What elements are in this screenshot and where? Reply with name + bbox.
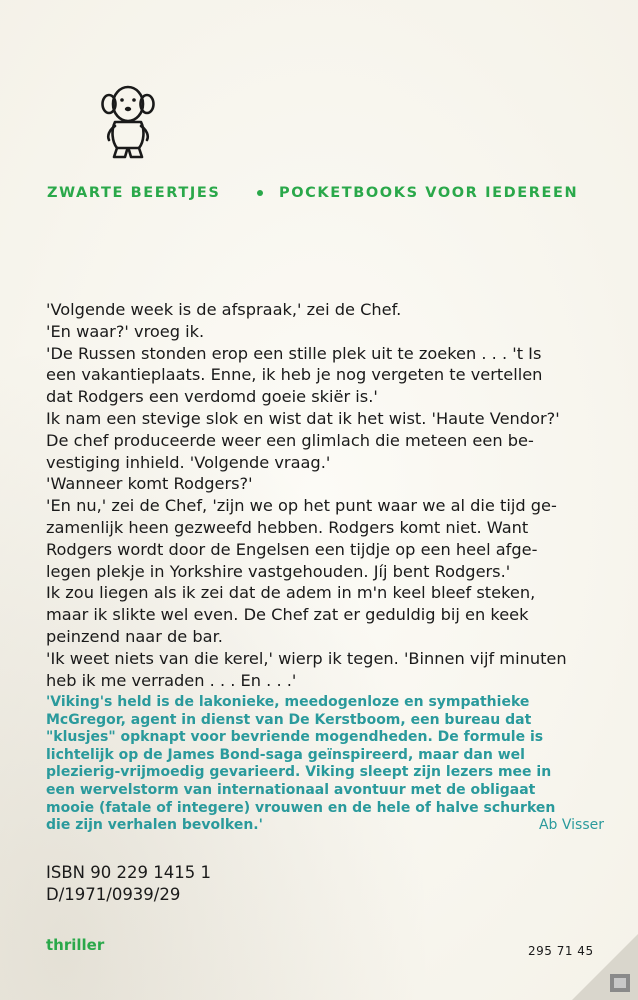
review-line: "klusjes" opknapt voor bevriende mogendheden. De formule is bbox=[46, 729, 544, 746]
excerpt-line: 'Volgende week is de afspraak,' zei de Chef. bbox=[46, 300, 402, 319]
review-line: plezierig-vrijmoedig gevarieerd. Viking sleept zijn lezers mee in bbox=[46, 764, 552, 781]
review-line: 'Viking's held is de lakonieke, meedogenloze en sympathieke bbox=[46, 694, 530, 710]
excerpt-line: dat Rodgers een verdomd goeie skiër is.' bbox=[46, 387, 378, 407]
excerpt-line: een vakantieplaats. Enne, ik heb je nog vergeten te vertellen bbox=[46, 365, 543, 385]
review-line: lichtelijk op de James Bond-saga geïnspireerd, maar dan wel bbox=[46, 746, 525, 763]
review-line: McGregor, agent in dienst van De Kerstboom, een bureau dat bbox=[46, 711, 532, 728]
excerpt-line: Ik nam een stevige slok en wist dat ik het wist. 'Haute Vendor?' bbox=[46, 408, 560, 428]
excerpt-line: legen plekje in Yorkshire vastgehouden. Jíj bent Rodgers.' bbox=[46, 561, 511, 581]
catalog-code: 295 71 45 bbox=[528, 944, 594, 958]
depot-number: D/1971/0939/29 bbox=[46, 885, 181, 904]
excerpt-line: 'De Russen stonden erop een stille plek uit te zoeken . . . 't Is bbox=[46, 343, 542, 363]
corner-watermark-icon bbox=[572, 934, 638, 1000]
review-line: een wervelstorm van internationaal avontuur met de obligaat bbox=[46, 781, 536, 798]
bear-logo-icon bbox=[101, 82, 155, 162]
excerpt-line: zamenlijk heen gezweefd hebben. Rodgers komt niet. Want bbox=[46, 517, 529, 537]
publication-info bbox=[46, 862, 211, 906]
excerpt-line: 'En nu,' zei de Chef, 'zijn we op het punt waar we al die tijd ge- bbox=[46, 496, 557, 516]
excerpt-line: De chef produceerde weer een glimlach die meteen een be- bbox=[46, 430, 534, 450]
review-quote bbox=[46, 694, 606, 835]
excerpt-line: Ik zou liegen als ik zei dat de adem in m'n keel bleef steken, bbox=[46, 583, 536, 603]
separator-dot bbox=[257, 190, 263, 196]
excerpt-line: 'En waar?' vroeg ik. bbox=[46, 321, 205, 341]
excerpt-line: maar ik slikte wel even. De Chef zat er geduldig bij en keek bbox=[46, 605, 529, 625]
review-line: die zijn verhalen bevolken.' bbox=[46, 817, 263, 834]
review-author: Ab Visser bbox=[538, 817, 604, 833]
isbn-number: ISBN 90 229 1415 1 bbox=[46, 863, 211, 882]
excerpt-line: heb ik me verraden . . . En . . .' bbox=[46, 670, 297, 690]
excerpt-line: vestiging inhield. 'Volgende vraag.' bbox=[46, 452, 331, 472]
excerpt-text bbox=[46, 299, 606, 691]
excerpt-line: Rodgers wordt door de Engelsen een tijdje op een heel afge- bbox=[46, 539, 538, 559]
excerpt-line: 'Ik weet niets van die kerel,' wierp ik tegen. 'Binnen vijf minuten bbox=[46, 648, 567, 668]
series-name: ZWARTE BEERTJES bbox=[47, 185, 221, 201]
genre-label: thriller bbox=[46, 936, 105, 954]
excerpt-line: peinzend naar de bar. bbox=[46, 626, 223, 646]
excerpt-line: 'Wanneer komt Rodgers?' bbox=[46, 474, 253, 494]
review-line: mooie (fatale of integere) vrouwen en de hele of halve schurken bbox=[46, 799, 556, 816]
series-tagline: POCKETBOOKS VOOR IEDEREEN bbox=[279, 185, 579, 201]
